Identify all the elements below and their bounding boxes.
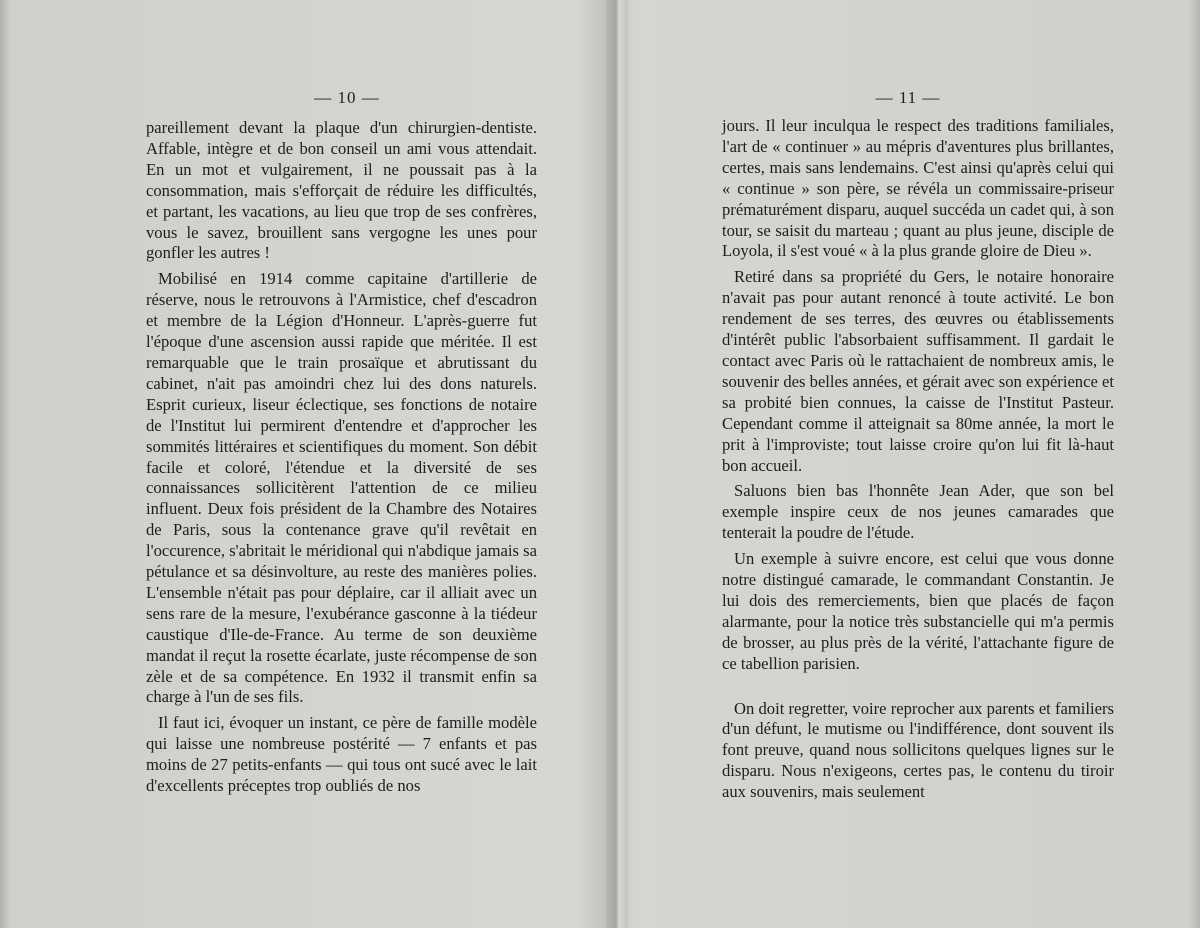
page-number-left: — 10 —: [314, 88, 380, 107]
book-gutter: [606, 0, 628, 928]
paragraph: Saluons bien bas l'honnête Jean Ader, que son bel exemple inspire ceux de nos jeunes camarades que tenterait la poudre de l'étude.: [722, 481, 1114, 543]
right-page: [628, 0, 1200, 928]
paragraph: Il faut ici, évoquer un instant, ce père de famille modèle qui laisse une nombreuse postérité — 7 enfants et pas moins de 27 petits-enfants — qui tous ont sucé avec le lait d'excellents préceptes trop oubliés de nos: [146, 713, 537, 796]
paragraph: Un exemple à suivre encore, est celui que vous donne notre distingué camarade, le commandant Constantin. Je lui dois des remerciements, bien que placés de façon alarmante, pour la notice très substancielle qui m'a permis de brosser, au plus près de la vérité, l'attachante figure de ce tabellion parisien.: [722, 549, 1114, 673]
paragraph: Mobilisé en 1914 comme capitaine d'artillerie de réserve, nous le retrouvons à l'Armistice, chef d'escadron et membre de la Légion d'Honneur. L'après-guerre fut l'époque d'une ascension aussi rapide que méritée. Il est remarquable que le train prosaïque et abrutissant du cabinet, n'ait pas amoindri chez lui des dons naturels. Esprit curieux, liseur éclectique, ses fonctions de notaire de l'Institut lui permirent d'entendre et d'approcher les sommités littéraires et scientifiques du moment. Son débit facile et coloré, l'étendue et la diversité de ses connaissances sollicitèrent l'attention de ce milieu influent. Deux fois président de la Chambre des Notaires de Paris, sous la contenance grave qu'il revêtait en l'occurence, s'abritait le méridional qui n'abdique jamais sa pétulance et sa désinvolture, au reste des manières polies. L'ensemble n'était pas pour déplaire, car il alliait avec un sens rare de la mesure, l'exubérance gasconne à la tiédeur caustique d'Ile-de-France. Au terme de son deuxième mandat il reçut la rosette écarlate, juste récompense de son zèle et de sa compétence. En 1932 il transmit enfin sa charge à l'un de ses fils.: [146, 269, 537, 707]
page-number-right: — 11 —: [875, 88, 941, 107]
paragraph: On doit regretter, voire reprocher aux parents et familiers d'un défunt, le mutisme ou l'indifférence, dont souvent ils font preuve, quand nous sollicitons quelques lignes sur le disparu. Nous n'exigeons, certes pas, le contenu du tiroir aux souvenirs, mais seulement: [722, 698, 1114, 802]
right-page-body: [722, 116, 1114, 803]
paragraph: jours. Il leur inculqua le respect des traditions familiales, l'art de « continuer » au mépris d'aventures plus brillantes, certes, mais sans lendemains. C'est ainsi qu'après celui qui « continue » son père, se révéla un commissaire-priseur prématurément disparu, auquel succéda un cadet qui, à son tour, se saisit du marteau ; quant au plus jeune, disciple de Loyola, il s'est voué « à la plus grande gloire de Dieu ».: [722, 116, 1114, 261]
paragraph: Retiré dans sa propriété du Gers, le notaire honoraire n'avait pas pour autant renoncé à toute activité. Le bon rendement de ses terres, des œuvres ou établissements d'intérêt public l'absorbaient suffisamment. Il gardait le contact avec Paris où le rattachaient de nombreux amis, le souvenir des belles années, et gérait avec son expérience et sa probité bien connues, la caisse de l'Institut Pasteur. Cependant comme il atteignait sa 80me année, la mort le prit à l'improviste; tout laisse croire qu'on lui fit là-haut bon accueil.: [722, 267, 1114, 475]
paragraph: pareillement devant la plaque d'un chirurgien-dentiste. Affable, intègre et de bon conseil un ami vous attendait. En un mot et vulgairement, il ne poussait pas à la consommation, mais s'efforçait de réduire les difficultés, et partant, les vacations, au lieu que trop de ses confrères, vous le savez, brouillent sans vergogne les unes pour gonfler les autres !: [146, 118, 537, 263]
left-page-body: [146, 118, 537, 797]
